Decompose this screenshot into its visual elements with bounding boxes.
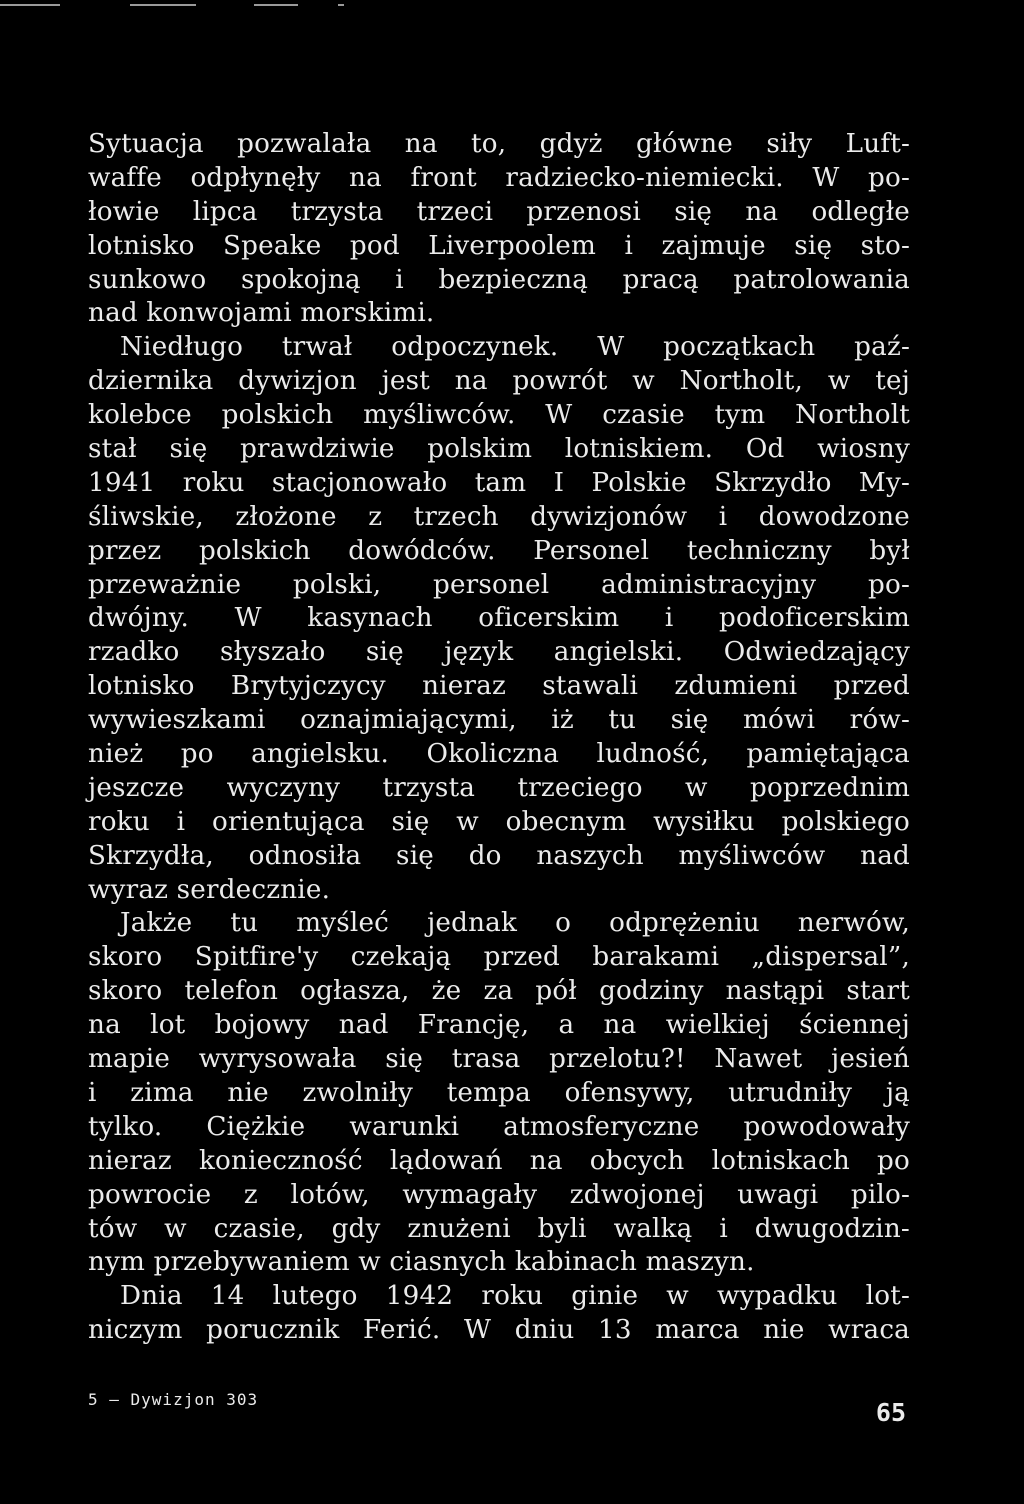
- paragraph-start-line: Niedługo trwał odpoczynek. W początkach paź-: [120, 332, 910, 363]
- text-line: sunkowo spokojną i bezpieczną pracą patrolowania: [88, 264, 910, 295]
- text-line: dziernika dywizjon jest na powrót w Northolt, w tej: [88, 366, 910, 397]
- text-line: dwójny. W kasynach oficerskim i podoficerskim: [88, 603, 910, 634]
- text-line: skoro Spitfire'y czekają przed barakami „dispersal”,: [88, 942, 910, 973]
- text-line: 1941 roku stacjonowało tam I Polskie Skrzydło My-: [88, 467, 910, 498]
- top-border-rule: [130, 4, 196, 6]
- text-line: i zima nie zwolniły tempa ofensywy, utrudniły ją: [88, 1077, 910, 1108]
- printer-signature: 5 — Dywizjon 303: [88, 1390, 259, 1409]
- paragraph-start-line: Jakże tu myśleć jednak o odprężeniu nerwów,: [120, 908, 910, 939]
- text-line: mapie wyrysowała się trasa przelotu?! Nawet jesień: [88, 1044, 910, 1075]
- text-line: śliwskie, złożone z trzech dywizjonów i dowodzone: [88, 501, 910, 532]
- text-line: wywieszkami oznajmiającymi, iż tu się mówi rów-: [88, 705, 910, 736]
- text-line: waffe odpłynęły na front radziecko-niemiecki. W po-: [88, 162, 910, 193]
- top-border-rule: [338, 4, 344, 6]
- top-border-rule: [0, 4, 60, 6]
- text-line: nad konwojami morskimi.: [88, 298, 435, 329]
- text-line: kolebce polskich myśliwców. W czasie tym Northolt: [88, 400, 910, 431]
- text-line: Skrzydła, odnosiła się do naszych myśliwców nad: [88, 840, 910, 871]
- page-footer: [88, 1388, 910, 1428]
- paragraph-start-line: Dnia 14 lutego 1942 roku ginie w wypadku lot-: [120, 1281, 910, 1312]
- text-line: lotnisko Speake pod Liverpoolem i zajmuje się sto-: [88, 230, 910, 261]
- text-line: jeszcze wyczyny trzysta trzeciego w poprzednim: [88, 772, 910, 803]
- text-line: skoro telefon ogłasza, że za pół godziny nastąpi start: [88, 976, 910, 1007]
- text-line: nież po angielsku. Okoliczna ludność, pamiętająca: [88, 739, 910, 770]
- text-line: tylko. Ciężkie warunki atmosferyczne powodowały: [88, 1111, 910, 1142]
- page-body: [88, 128, 910, 1348]
- text-line: rzadko słyszało się język angielski. Odwiedzający: [88, 637, 910, 668]
- text-line: Sytuacja pozwalała na to, gdyż główne siły Luft-: [88, 129, 910, 159]
- text-line: na lot bojowy nad Francję, a na wielkiej ściennej: [88, 1010, 910, 1041]
- text-line: wyraz serdecznie.: [88, 874, 331, 905]
- text-line: lotnisko Brytyjczycy nieraz stawali zdumieni przed: [88, 671, 910, 702]
- page-number: 65: [875, 1398, 906, 1427]
- text-line: niczym porucznik Ferić. W dniu 13 marca nie wraca: [88, 1315, 910, 1346]
- top-border-rule: [254, 4, 298, 6]
- text-line: tów w czasie, gdy znużeni byli walką i dwugodzin-: [88, 1213, 910, 1244]
- text-line: nieraz konieczność lądowań na obcych lotniskach po: [88, 1145, 910, 1176]
- text-line: roku i orientująca się w obecnym wysiłku polskiego: [88, 806, 910, 837]
- text-line: powrocie z lotów, wymagały zdwojonej uwagi pilo-: [88, 1179, 910, 1210]
- text-line: stał się prawdziwie polskim lotniskiem. Od wiosny: [88, 434, 910, 465]
- text-line: nym przebywaniem w ciasnych kabinach maszyn.: [88, 1247, 755, 1278]
- text-line: przeważnie polski, personel administracyjny po-: [88, 569, 910, 600]
- text-line: łowie lipca trzysta trzeci przenosi się na odległe: [88, 196, 910, 227]
- text-line: przez polskich dowódców. Personel techniczny był: [88, 535, 910, 566]
